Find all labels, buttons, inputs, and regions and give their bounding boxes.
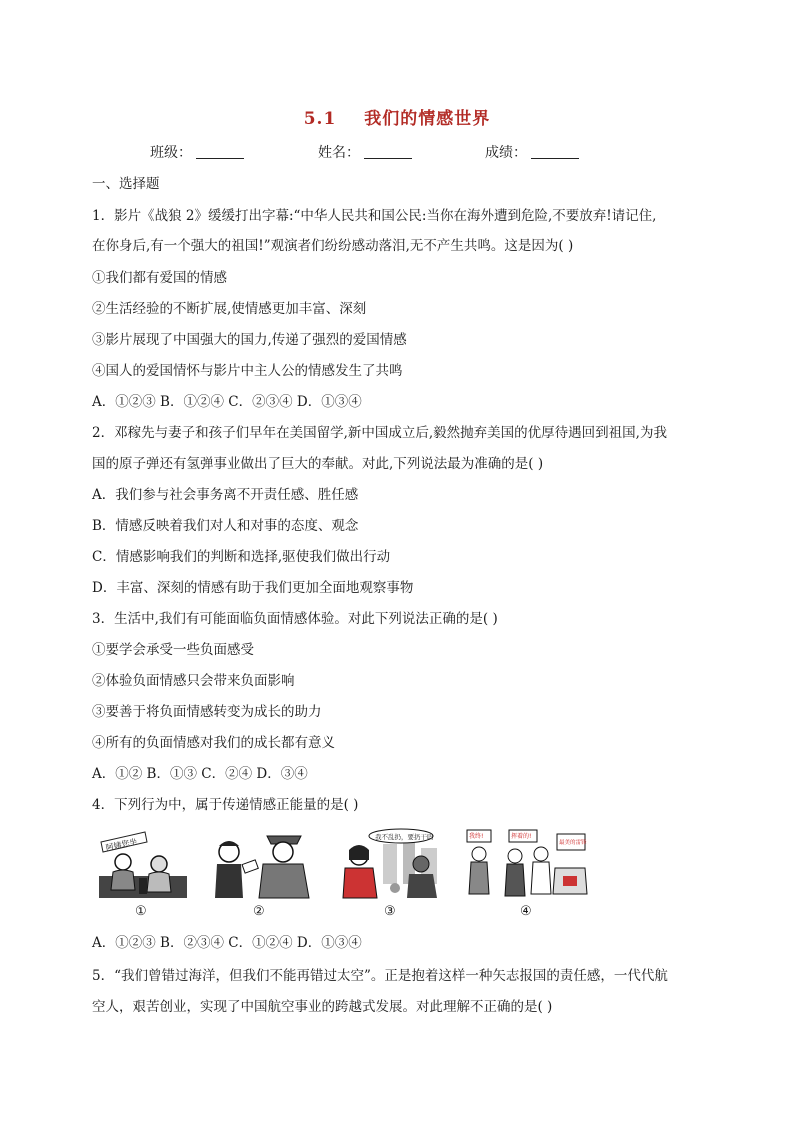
section-heading: 一、选择题 [92,176,160,192]
question-1-options: A．①②③ B．①②④ C．②③④ D．①③④ [92,394,362,410]
question-3-item: ③要善于将负面情感转变为成长的助力 [92,704,322,720]
question-2-option-a: A．我们参与社会事务离不开责任感、胜任感 [92,487,359,503]
figure-3-label: ③ [384,904,396,919]
section-number: 5.1 [303,109,337,129]
question-1-item: ③影片展现了中国强大的国力,传递了强烈的爱国情感 [92,332,407,348]
name-blank[interactable] [364,144,412,159]
question-1-item: ②生活经验的不断扩展,使情感更加丰富、深刻 [92,301,367,317]
question-3-item: ④所有的负面情感对我们的成长都有意义 [92,735,335,751]
figure-1-label: ① [135,904,147,919]
question-1-item: ④国人的爱国情怀与影片中主人公的情感发生了共鸣 [92,363,403,379]
figure-4-bubble-1: 我终! [469,833,484,840]
figure-4-bubble-3: 最美的雷锋 [559,840,587,846]
class-label: 班级： [150,145,192,161]
question-4-line-1: 4．下列行为中，属于传递情感正能量的是( ) [92,797,359,813]
question-1-line-1: 1．影片《战狼 2》缓缓打出字幕:“中华人民共和国公民:当你在海外遭到危险,不要放弃!请记住, [92,208,657,224]
question-1-item: ①我们都有爱国的情感 [92,270,227,286]
question-5-line-2: 空人，艰苦创业，实现了中国航空事业的跨越式发展。对此理解不正确的是( ) [92,999,553,1015]
figure-3-bubble-text: 我不乱扔，要扔干吗 [375,833,434,841]
question-3-item: ②体验负面情感只会带来负面影响 [92,673,295,689]
question-4-figures [95,828,595,918]
score-blank[interactable] [531,144,579,159]
figure-4-label: ④ [520,904,532,919]
figure-1-illustration [95,828,191,900]
question-3-line-1: 3．生活中,我们有可能面临负面情感体验。对此下列说法正确的是( ) [92,611,498,627]
question-2-line-2: 国的原子弹还有氢弹事业做出了巨大的奉献。对此,下列说法最为准确的是( ) [92,456,544,472]
figure-4-bubble-2: 挥着的! [511,833,532,840]
figure-2-illustration [203,828,315,900]
figure-4-illustration [465,828,589,900]
question-2-option-b: B．情感反映着我们对人和对事的态度、观念 [92,518,359,534]
question-5-line-1: 5．“我们曾错过海洋，但我们不能再错过太空”。正是抱着这样一种矢志报国的责任感，一代代航 [92,968,668,984]
name-field [318,142,412,162]
question-1-line-2: 在你身后,有一个强大的祖国!”观演者们纷纷感动落泪,无不产生共鸣。这是因为( ) [92,238,574,254]
question-3-options: A．①② B．①③ C．②④ D．③④ [92,766,308,782]
title-text: 我们的情感世界 [364,109,491,129]
question-4-options: A．①②③ B．②③④ C．①②④ D．①③④ [92,935,362,951]
question-2-option-c: C．情感影响我们的判断和选择,驱使我们做出行动 [92,549,391,565]
question-2-option-d: D．丰富、深刻的情感有助于我们更加全面地观察事物 [92,580,414,596]
score-field [485,142,579,162]
question-2-line-1: 2．邓稼先与妻子和孩子们早年在美国留学,新中国成立后,毅然抛弃美国的优厚待遇回到祖国,为我 [92,425,667,441]
name-label: 姓名： [318,145,360,161]
class-blank[interactable] [196,144,244,159]
score-label: 成绩： [485,145,527,161]
figure-2-label: ② [253,904,265,919]
figure-1-sign-text: 阿姨您坐 [104,837,139,853]
figure-3-illustration [333,828,447,900]
class-field [150,142,244,162]
page-title [0,104,794,129]
question-3-item: ①要学会承受一些负面感受 [92,642,254,658]
